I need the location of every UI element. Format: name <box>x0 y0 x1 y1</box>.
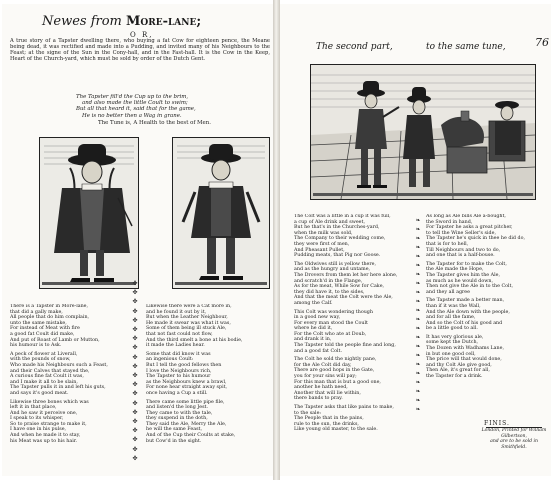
fleuron-divider: ✤ ✤ ✤ ✤ ✤ ✤ ✤ ✤ ✤ ✤ ✤ ✤ ✤ ✤ ✤ ✤ ✤ ✤ ✤ ✤ <box>132 280 138 462</box>
verse-stanza: Some that did know it was an ingenious Coult: But I tell the good fellows then I love the Neighbours rich, The Tapster to his humour as the Neighbours knew a brawl, For none hear straight away spit, once having a Cup a still. <box>146 351 228 396</box>
woodcut-cloaked-man <box>39 137 139 289</box>
verse-stanza: The Tapster for to make the Colt, the Ale made the Hope, The Tapster gives him the Ale, as much as he would down, Then not give the Ale in to the Colt, and they all agree <box>426 261 514 295</box>
cloaked-man-illustration <box>40 138 138 288</box>
finis-mark: FINIS. <box>484 420 510 427</box>
book-gutter <box>273 0 280 480</box>
fleuron-divider: ❧ ❧ ❧ ❧ ❧ ❧ ❧ ❧ ❧ ❧ ❧ ❧ ❧ ❧ ❧ ❧ ❧ ❧ ❧ ❧ ❧ ❧ <box>415 217 421 413</box>
verse-stanza: There is a Tapster in More-lane, that did a gally make, All people that do him complain, unto the same mistake, For instead of Meat with fire a good fat Coult did make, And put of Roast of Lamb or Mutton, his humour is to Ask. <box>10 304 100 349</box>
or-line: O R, <box>130 31 154 39</box>
second-part-left-column <box>294 214 412 436</box>
second-part-tune: to the same tune, <box>426 42 506 52</box>
tavern-scene-illustration <box>311 65 535 199</box>
right-ballad-page <box>280 4 551 476</box>
woodcut-tavern-scene <box>310 64 536 200</box>
refrain-verse: The Tapster fill'd the Cup up to the brim, and also made the little Coult to swim; But all that heard it, said that for the game, He is no better then a Wag in grane. <box>76 94 196 119</box>
verse-stanza: Likewise three bones which was left it in that place, And he saw it perceive one, I speak to its whisper, So to praise strange to make it, I have one in his pulse, And when he made it to stay, his Meat was up to his hair. <box>10 399 89 444</box>
verse-stanza: The Colt he sold the nightly pane, for the Ale Colt did day, There are good hops in the Gate, you for your sins will pay; For this man that is but a good one, another he hath need, Another that will lie within, there bands to pray. <box>294 357 381 402</box>
intro-paragraph: A true story of a Tapster dwelling there, who buying a fat Cow for eighteen pence, the Meane being dead, it was rectified and made into a Pudding, and invited many of his Neighbours to the Feast; at the signe of the Sun in the Cony-hall, and in the Fast-hall. It is the Cow in the Keep, Heart of the Church-yard, which must be sold by order of the Dutch Gent. <box>10 38 270 62</box>
left-ballad-page <box>2 4 273 476</box>
verse-stanza: The Tapster asks that like pains to make, to the sale: The People that in the pains, rule to the sun, the drinks, Like young old master, to the sale. <box>294 405 394 433</box>
verse-stanza: This Colt was wondering though in a good new way, For every man stood the Coult where he did it, For the Colt who ate at Doub, and drank it in, The Tapster told the people fine and long, and a good fat Colt. <box>294 309 396 354</box>
second-part-title: The second part, <box>316 42 393 52</box>
verse-stanza: There came some little pipe file, and listen'd the long Jest. They came to with the tale, they suspend in the doth, They said the Ale, Merry the Ale, he will the same Feast, And of the Cup their Coults at stake, but Cow'd in the sight. <box>146 399 236 444</box>
left-verse-column <box>10 304 126 447</box>
ballad-title: Newes from More-lane; <box>42 14 202 29</box>
page-number: 76 <box>535 36 549 49</box>
verse-stanza: The Oldwives still is yellow there, and as the hungry and untame, The Drovers from them let her here alone, and scratch'd in the Flange, As for the meat, While Sow for Cake, they did have it, to the sides, And that the meat the Colt were the Ale, among the Calf. <box>294 261 398 306</box>
verse-stanza: The Colt was a little in a cup it was full, a cup of Ale drink and sweet, But he that's in the Churches-yard, when the milk was sold, The Company to their wedding come, they were first of men, And Pheasant Pullet, Pudding meats, that Pig nor Goose. <box>294 214 391 259</box>
right-verse-column <box>146 304 268 447</box>
tune-line: The Tune is, A Health to the best of Men. <box>98 120 211 126</box>
second-part-right-column <box>426 214 546 383</box>
printer-imprint: London, Printed for William Gilbertson, and are to be sold in Smithfield. <box>481 428 547 450</box>
verse-stanza: It has very glorious ale, some kept the Dutch, The Dozen with Wadhams Lane, in but one good cell, The price will that would done, and thy Colt Ale give good, Then Ale, it's great for all, the Tapster for a drink. <box>426 334 504 380</box>
verse-stanza: Likewise there were a Cat more in, and he found it out by it, But when the Leather Neighbour, He made it swear was what it was, Some of them being ill stuck Ale, that not fast could not flow, And the third smelt a bone at his bodie, it made the Ladies hear. <box>146 304 243 349</box>
hatted-man-illustration <box>173 138 269 288</box>
verse-stanza: As long as Ale bills Ale a-bought, the Sword in hand, For Tapster he asks a great pitcher, to tell the Wine Seller's side, The Tapster he's quick in thee he did do, that is for to hell, Till Neighbours and two to do, and one that is a half-bouse. <box>426 214 526 259</box>
verse-stanza: A peck of flower at Liverall, with the pounds of snow, Who made his Neighbours such a Feast, and their Calves that stayed the, A curious fine fat Coult it was, and I make it all to be slain, The Tapster pulls it in and left his guts, and says it's good meat. <box>10 351 108 396</box>
woodcut-hatted-man <box>172 137 270 289</box>
verse-stanza: The Tapster made a better man, than if it was the Wall, And the Ale down with the people, and for all the fame, And so the Colt of his good and be a little good to all. <box>426 298 510 332</box>
